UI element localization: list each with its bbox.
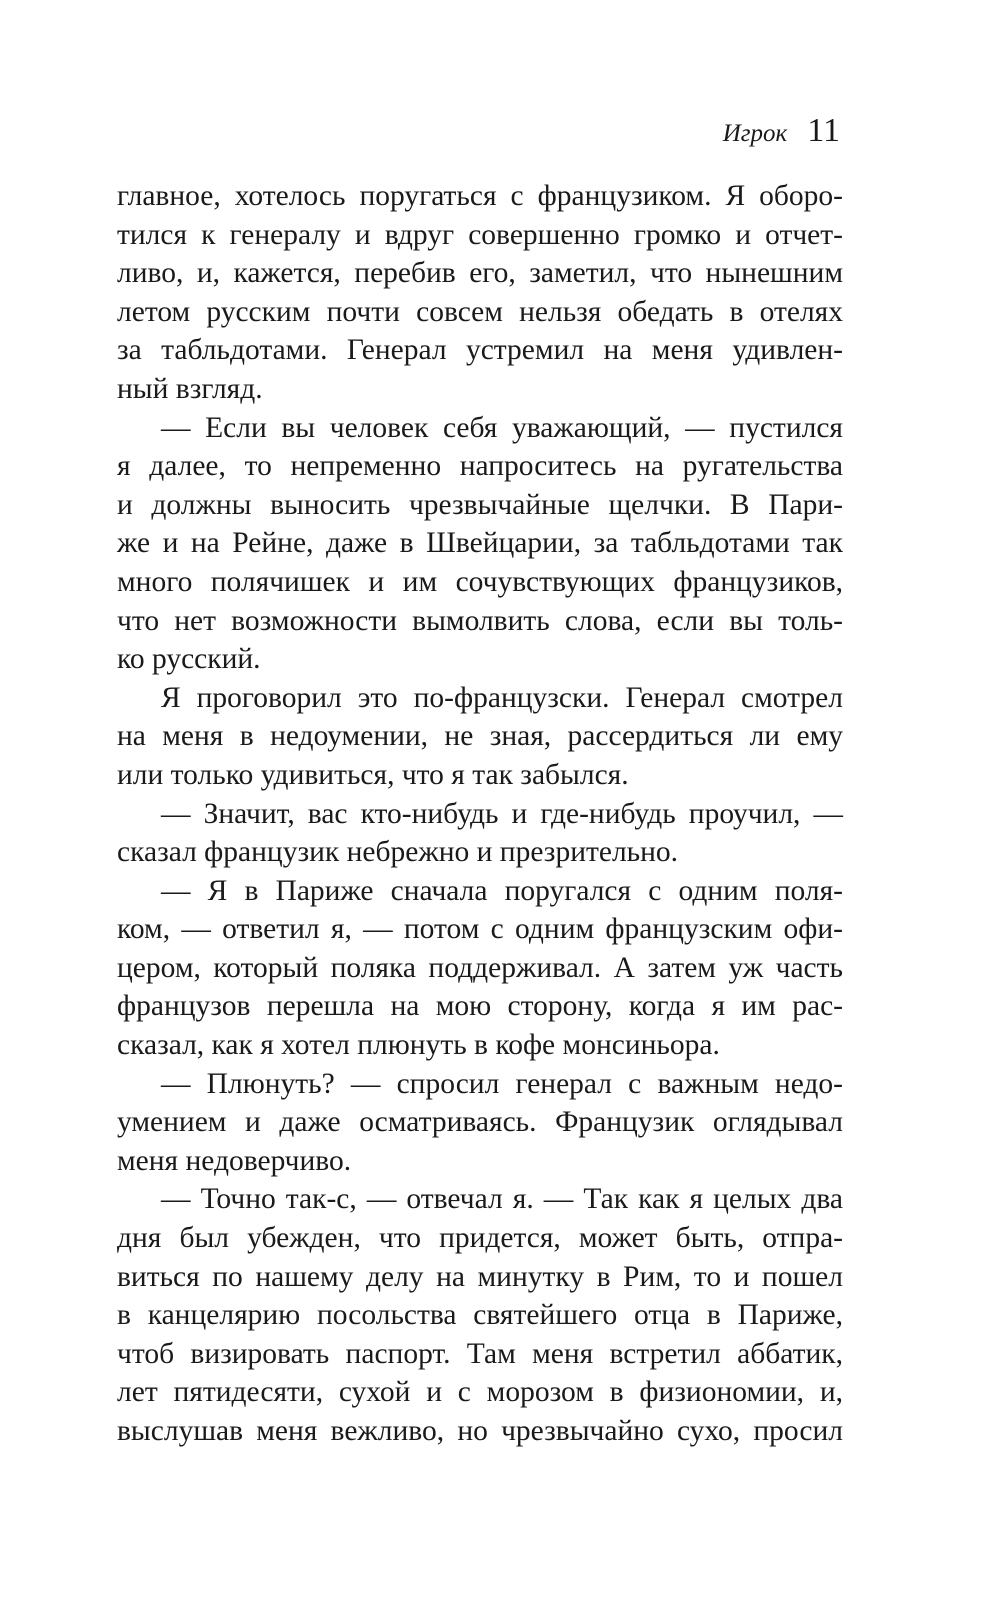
running-title: Игрок bbox=[722, 120, 788, 147]
text-line: цером, который поляка поддерживал. А затем уж часть bbox=[117, 951, 843, 984]
text-line: французов перешла на мою сторону, когда я им рас- bbox=[117, 990, 843, 1023]
text-line: много полячишек и им сочувствующих французиков, bbox=[117, 565, 843, 598]
text-line: ком, — ответил я, — потом с одним французским офи- bbox=[117, 913, 843, 946]
text-line: меня недоверчиво. bbox=[117, 1144, 352, 1177]
text-line: на меня в недоумении, не зная, рассердиться ли ему bbox=[117, 720, 843, 753]
text-line: и должны выносить чрезвычайные щелчки. В Пари- bbox=[117, 488, 843, 521]
page-header bbox=[723, 112, 840, 150]
text-line: главное, хотелось поругаться с французиком. Я оборо- bbox=[117, 180, 843, 212]
text-line: я далее, то непременно напроситесь на ругательства bbox=[117, 450, 843, 483]
text-line: умением и даже осматриваясь. Французик оглядывал bbox=[117, 1106, 843, 1139]
text-line: ко русский. bbox=[117, 643, 261, 676]
text-line: в канцелярию посольства святейшего отца в Париже, bbox=[117, 1299, 843, 1332]
text-line: за табльдотами. Генерал устремил на меня удивлен- bbox=[117, 334, 843, 367]
page-number: 11 bbox=[807, 112, 840, 149]
text-line: тился к генералу и вдруг совершенно громко и отчет- bbox=[117, 218, 843, 251]
text-line: — Я в Париже сначала поругался с одним поля- bbox=[161, 874, 843, 907]
text-line: — Значит, вас кто-нибудь и где-нибудь проучил, — bbox=[161, 797, 843, 830]
text-line: — Если вы человек себя уважающий, — пустился bbox=[161, 411, 843, 444]
text-line: что нет возможности вымолвить слова, если вы толь- bbox=[117, 604, 843, 637]
text-line: — Точно так-с, — отвечал я. — Так как я целых два bbox=[161, 1183, 843, 1216]
text-line: же и на Рейне, даже в Швейцарии, за табльдотами так bbox=[117, 527, 843, 560]
text-line: или только удивиться, что я так забылся. bbox=[117, 758, 629, 791]
text-line: виться по нашему делу на минутку в Рим, то и пошел bbox=[117, 1260, 843, 1293]
text-line: дня был убежден, что придется, может быть, отпра- bbox=[117, 1222, 843, 1255]
text-line: сказал, как я хотел плюнуть в кофе монсиньора. bbox=[117, 1029, 720, 1062]
text-line: лет пятидесяти, сухой и с морозом в физиономии, и, bbox=[117, 1376, 843, 1409]
text-line: чтоб визировать паспорт. Там меня встретил аббатик, bbox=[117, 1337, 843, 1370]
text-line: ный взгляд. bbox=[117, 372, 263, 405]
body-text bbox=[117, 177, 843, 1451]
text-line: Я проговорил это по-французски. Генерал смотрел bbox=[161, 681, 843, 714]
text-line: — Плюнуть? — спросил генерал с важным недо- bbox=[161, 1067, 843, 1100]
text-line: летом русским почти совсем нельзя обедать в отелях bbox=[117, 295, 843, 328]
text-line: сказал французик небрежно и презрительно. bbox=[117, 836, 679, 869]
text-line: ливо, и, кажется, перебив его, заметил, что нынешним bbox=[117, 257, 843, 290]
text-line: выслушав меня вежливо, но чрезвычайно сухо, просил bbox=[117, 1415, 843, 1447]
